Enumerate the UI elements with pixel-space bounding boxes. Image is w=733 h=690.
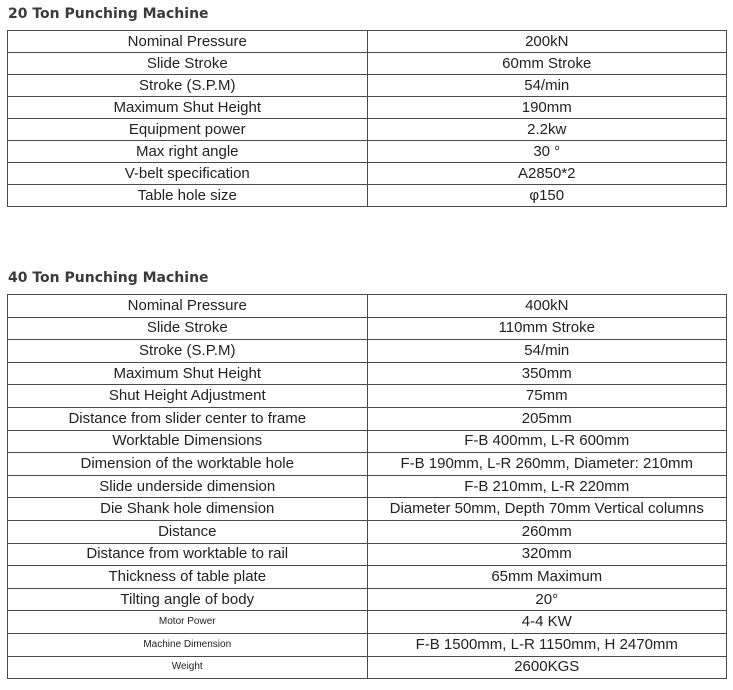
- section-title-40-ton: 40 Ton Punching Machine: [8, 270, 209, 286]
- spec-name: Distance from worktable to rail: [8, 543, 368, 566]
- spec-name: Thickness of table plate: [8, 566, 368, 589]
- spec-value: 54/min: [367, 75, 727, 97]
- spec-value: φ150: [367, 185, 727, 207]
- table-row: [8, 119, 727, 141]
- table-row: [8, 656, 727, 679]
- spec-value: 4-4 KW: [367, 611, 727, 634]
- spec-value: F-B 1500mm, L-R 1150mm, H 2470mm: [367, 633, 727, 656]
- spec-name: Stroke (S.P.M): [8, 75, 368, 97]
- spec-value: 75mm: [367, 385, 727, 408]
- table-row: [8, 362, 727, 385]
- table-row: [8, 53, 727, 75]
- spec-value: 260mm: [367, 520, 727, 543]
- spec-name: Maximum Shut Height: [8, 362, 368, 385]
- table-row: [8, 75, 727, 97]
- spec-value: 205mm: [367, 407, 727, 430]
- spec-value: F-B 400mm, L-R 600mm: [367, 430, 727, 453]
- spec-value: 190mm: [367, 97, 727, 119]
- spec-name: Worktable Dimensions: [8, 430, 368, 453]
- spec-name: Die Shank hole dimension: [8, 498, 368, 521]
- spec-name: Maximum Shut Height: [8, 97, 368, 119]
- table-row: [8, 97, 727, 119]
- spec-name: Tilting angle of body: [8, 588, 368, 611]
- spec-value: 65mm Maximum: [367, 566, 727, 589]
- spec-value: A2850*2: [367, 163, 727, 185]
- table-row: [8, 295, 727, 318]
- spec-name: Max right angle: [8, 141, 368, 163]
- spec-table-40-ton: [7, 294, 727, 679]
- table-row: [8, 385, 727, 408]
- table-row: [8, 163, 727, 185]
- spec-name: Dimension of the worktable hole: [8, 453, 368, 476]
- spec-name: Slide Stroke: [8, 53, 368, 75]
- spec-value: 54/min: [367, 340, 727, 363]
- spec-value: 60mm Stroke: [367, 53, 727, 75]
- spec-name: Slide Stroke: [8, 317, 368, 340]
- spec-value: 2.2kw: [367, 119, 727, 141]
- spec-value: 30 °: [367, 141, 727, 163]
- spec-name: Nominal Pressure: [8, 295, 368, 318]
- table-row: [8, 611, 727, 634]
- table-row: [8, 317, 727, 340]
- spec-value: 110mm Stroke: [367, 317, 727, 340]
- table-row: [8, 31, 727, 53]
- table-row: [8, 453, 727, 476]
- table-row: [8, 430, 727, 453]
- spec-name: Weight: [8, 656, 368, 679]
- spec-value: 400kN: [367, 295, 727, 318]
- spec-name: V-belt specification: [8, 163, 368, 185]
- spec-name: Stroke (S.P.M): [8, 340, 368, 363]
- section-title-20-ton: 20 Ton Punching Machine: [8, 6, 209, 22]
- spec-value: 200kN: [367, 31, 727, 53]
- spec-name: Distance from slider center to frame: [8, 407, 368, 430]
- table-row: [8, 633, 727, 656]
- spec-value: F-B 190mm, L-R 260mm, Diameter: 210mm: [367, 453, 727, 476]
- table-row: [8, 475, 727, 498]
- table-row: [8, 141, 727, 163]
- spec-value: 20°: [367, 588, 727, 611]
- spec-table-20-ton: [7, 30, 727, 207]
- table-row: [8, 185, 727, 207]
- table-row: [8, 566, 727, 589]
- spec-value: F-B 210mm, L-R 220mm: [367, 475, 727, 498]
- spec-value: 2600KGS: [367, 656, 727, 679]
- spec-name: Shut Height Adjustment: [8, 385, 368, 408]
- table-row: [8, 407, 727, 430]
- spec-value: 350mm: [367, 362, 727, 385]
- table-row: [8, 340, 727, 363]
- table-row: [8, 588, 727, 611]
- table-row: [8, 543, 727, 566]
- spec-name: Nominal Pressure: [8, 31, 368, 53]
- spec-value: Diameter 50mm, Depth 70mm Vertical columns: [367, 498, 727, 521]
- spec-name: Slide underside dimension: [8, 475, 368, 498]
- spec-name: Motor Power: [8, 611, 368, 634]
- table-row: [8, 520, 727, 543]
- spec-name: Distance: [8, 520, 368, 543]
- spec-name: Equipment power: [8, 119, 368, 141]
- spec-name: Machine Dimension: [8, 633, 368, 656]
- spec-value: 320mm: [367, 543, 727, 566]
- table-row: [8, 498, 727, 521]
- spec-name: Table hole size: [8, 185, 368, 207]
